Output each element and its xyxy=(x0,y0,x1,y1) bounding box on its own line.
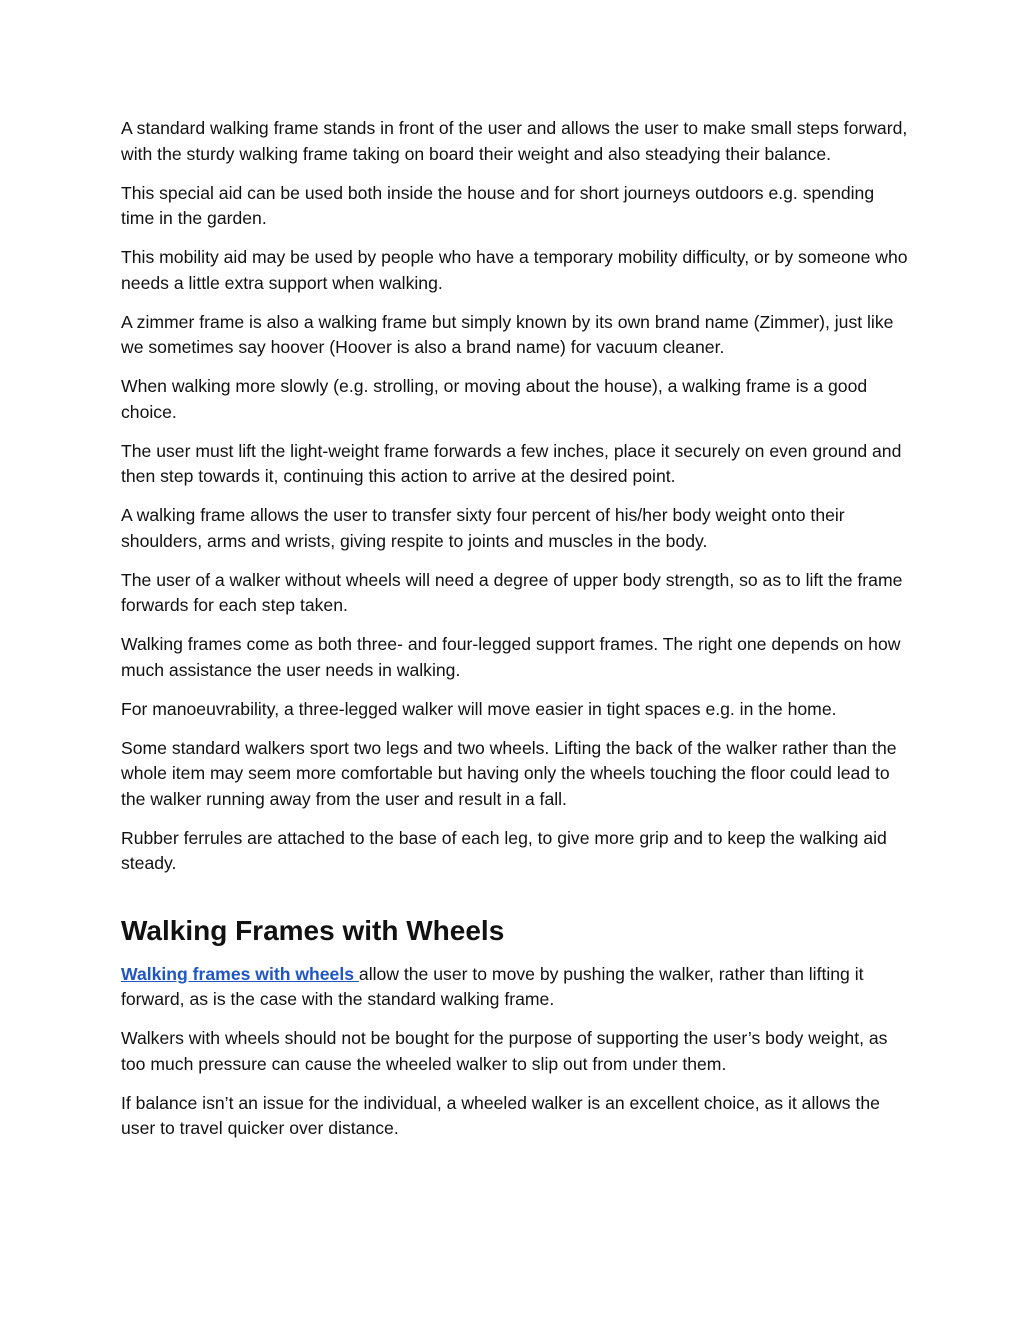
paragraph-standard-frame: A standard walking frame stands in front of the user and allows the user to make small steps forward, with the sturdy walking frame taking on board their weight and also steadying their balance. xyxy=(121,118,908,164)
paragraph-inside-outside: This special aid can be used both inside the house and for short journeys outdoors e.g. spending time in the garden. xyxy=(121,182,875,228)
paragraph-zimmer-frame: A zimmer frame is also a walking frame but simply known by its own brand name (Zimmer), just like we sometimes say hoover (Hoover is also a brand name) for vacuum cleaner. xyxy=(121,311,894,357)
document-page xyxy=(121,116,911,1155)
wheels-intro-text: allow the user to move by pushing the walker, rather than lifting it forward, as is the case with the standard walking frame. xyxy=(121,963,864,1009)
paragraph-two-wheels: Some standard walkers sport two legs and two wheels. Lifting the back of the walker rather than the whole item may seem more comfortable but having only the wheels touching the floor could lead to the walker running away from the user and result in a fall. xyxy=(121,737,897,809)
paragraph-wheels-intro xyxy=(121,962,911,1013)
walking-frames-with-wheels-link[interactable]: Walking frames with wheels xyxy=(121,963,359,984)
paragraph-manoeuvrability: For manoeuvrability, a three-legged walker will move easier in tight spaces e.g. in the home. xyxy=(121,698,837,719)
paragraph-lift-frame: The user must lift the light-weight frame forwards a few inches, place it securely on even ground and then step towards it, continuing this action to arrive at the desired point. xyxy=(121,440,902,486)
section-heading-wheels: Walking Frames with Wheels xyxy=(121,914,505,946)
paragraph-wheels-not-weight: Walkers with wheels should not be bought for the purpose of supporting the user’s body weight, as too much pressure can cause the wheeled walker to slip out from under them. xyxy=(121,1028,888,1074)
paragraph-body-weight: A walking frame allows the user to transfer sixty four percent of his/her body weight onto their shoulders, arms and wrists, giving respite to joints and muscles in the body. xyxy=(121,505,845,551)
paragraph-three-four-legged: Walking frames come as both three- and four-legged support frames. The right one depends on how much assistance the user needs in walking. xyxy=(121,634,901,680)
paragraph-temporary-difficulty: This mobility aid may be used by people who have a temporary mobility difficulty, or by someone who needs a little extra support when walking. xyxy=(121,247,908,293)
paragraph-wheels-balance: If balance isn’t an issue for the individual, a wheeled walker is an excellent choice, as it allows the user to travel quicker over distance. xyxy=(121,1092,880,1138)
paragraph-rubber-ferrules: Rubber ferrules are attached to the base of each leg, to give more grip and to keep the walking aid steady. xyxy=(121,827,887,873)
paragraph-walking-slowly: When walking more slowly (e.g. strolling, or moving about the house), a walking frame is a good choice. xyxy=(121,376,868,422)
paragraph-upper-body-strength: The user of a walker without wheels will need a degree of upper body strength, so as to lift the frame forwards for each step taken. xyxy=(121,569,903,615)
